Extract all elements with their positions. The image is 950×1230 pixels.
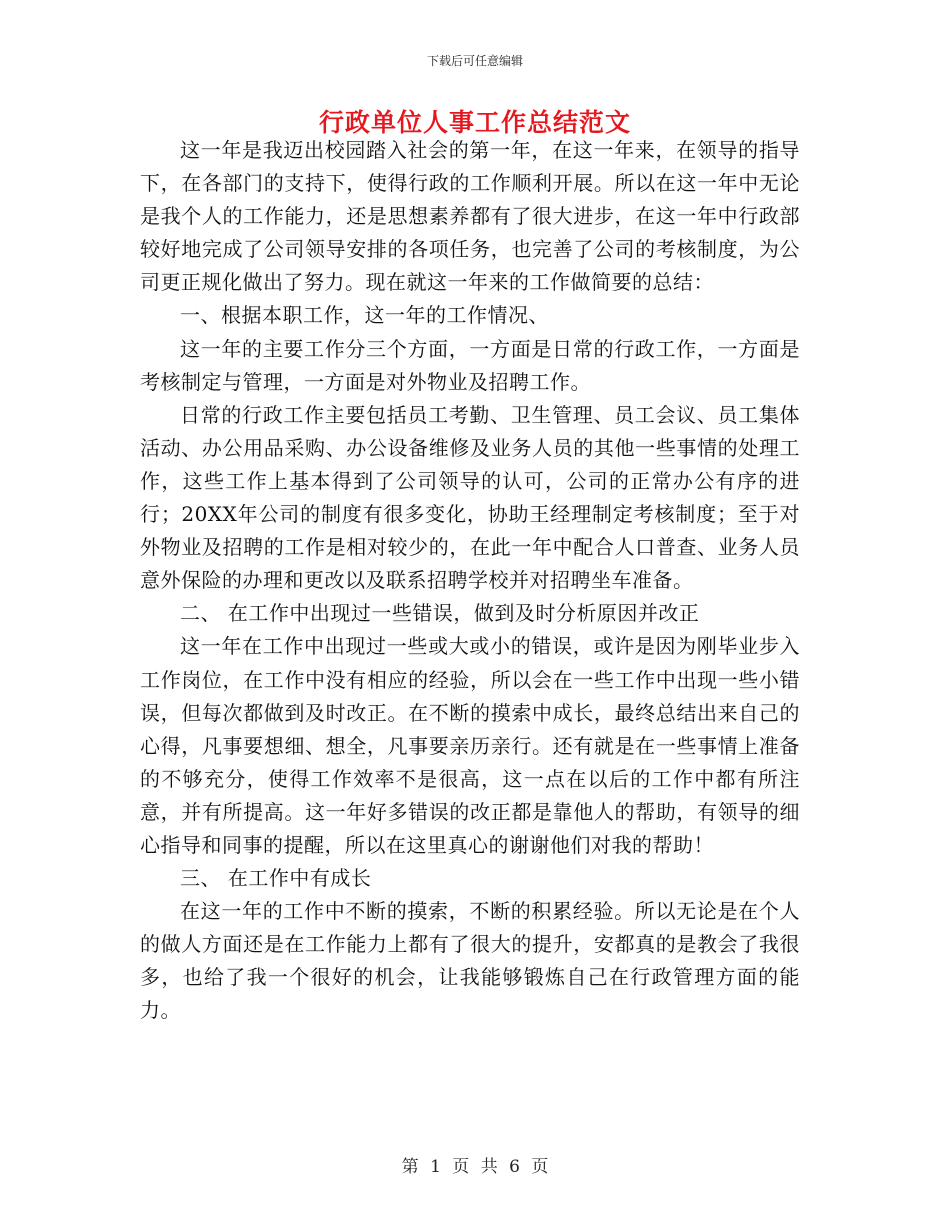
document-title: 行政单位人事工作总结范文 [318,108,631,137]
paragraph-work-overview: 这一年的主要工作分三个方面，一方面是日常的行政工作，一方面是考核制定与管理，一方面是对外物业及招聘工作。 [140,336,800,394]
paragraph-daily-work: 日常的行政工作主要包括员工考勤、卫生管理、员工会议、员工集体活动、办公用品采购、办公设备维修及业务人员的其他一些事情的处理工作，这些工作上基本得到了公司领导的认可，公司的正常办公有序的进行；20XX年公司的制度有很多变化，协助王经理制定考核制度；至于对外物业及招聘的工作是相对较少的，在此一年中配合人口普查、业务人员意外保险的办理和更改以及联系招聘学校并对招聘坐车准备。 [140,402,800,593]
section-heading-3: 三、 在工作中有成长 [180,866,372,891]
paragraph-mistakes: 这一年在工作中出现过一些或大或小的错误，或许是因为刚毕业步入工作岗位，在工作中没有相应的经验，所以会在一些工作中出现一些小错误，但每次都做到及时改正。在不断的摸索中成长，最终总结出来自己的心得，凡事要想细、想全，凡事要亲历亲行。还有就是在一些事情上准备的不够充分，使得工作效率不是很高，这一点在以后的工作中都有所注意，并有所提高。这一年好多错误的改正都是靠他人的帮助，有领导的细心指导和同事的提醒，所以在这里真心的谢谢他们对我的帮助！ [140,634,800,857]
paragraph-intro: 这一年是我迈出校园踏入社会的第一年，在这一年来，在领导的指导下，在各部门的支持下，使得行政的工作顺利开展。所以在这一年中无论是我个人的工作能力，还是思想素养都有了很大进步，在这一年中行政部较好地完成了公司领导安排的各项任务，也完善了公司的考核制度，为公司更正规化做出了努力。现在就这一年来的工作做简要的总结： [140,138,800,295]
section-heading-2: 二、 在工作中出现过一些错误，做到及时分析原因并改正 [180,601,700,626]
header-note: 下载后可任意编辑 [426,54,523,68]
paragraph-growth: 在这一年的工作中不断的摸索，不断的积累经验。所以无论是在个人的做人方面还是在工作能力上都有了很大的提升，安都真的是教会了我很多，也给了我一个很好的机会，让我能够锻炼自己在行政管理方面的能力。 [140,899,800,1023]
document-body [140,134,800,1028]
section-heading-1: 一、根据本职工作，这一年的工作情况、 [180,303,549,328]
page-footer: 第 1 页 共 6 页 [401,1157,549,1177]
